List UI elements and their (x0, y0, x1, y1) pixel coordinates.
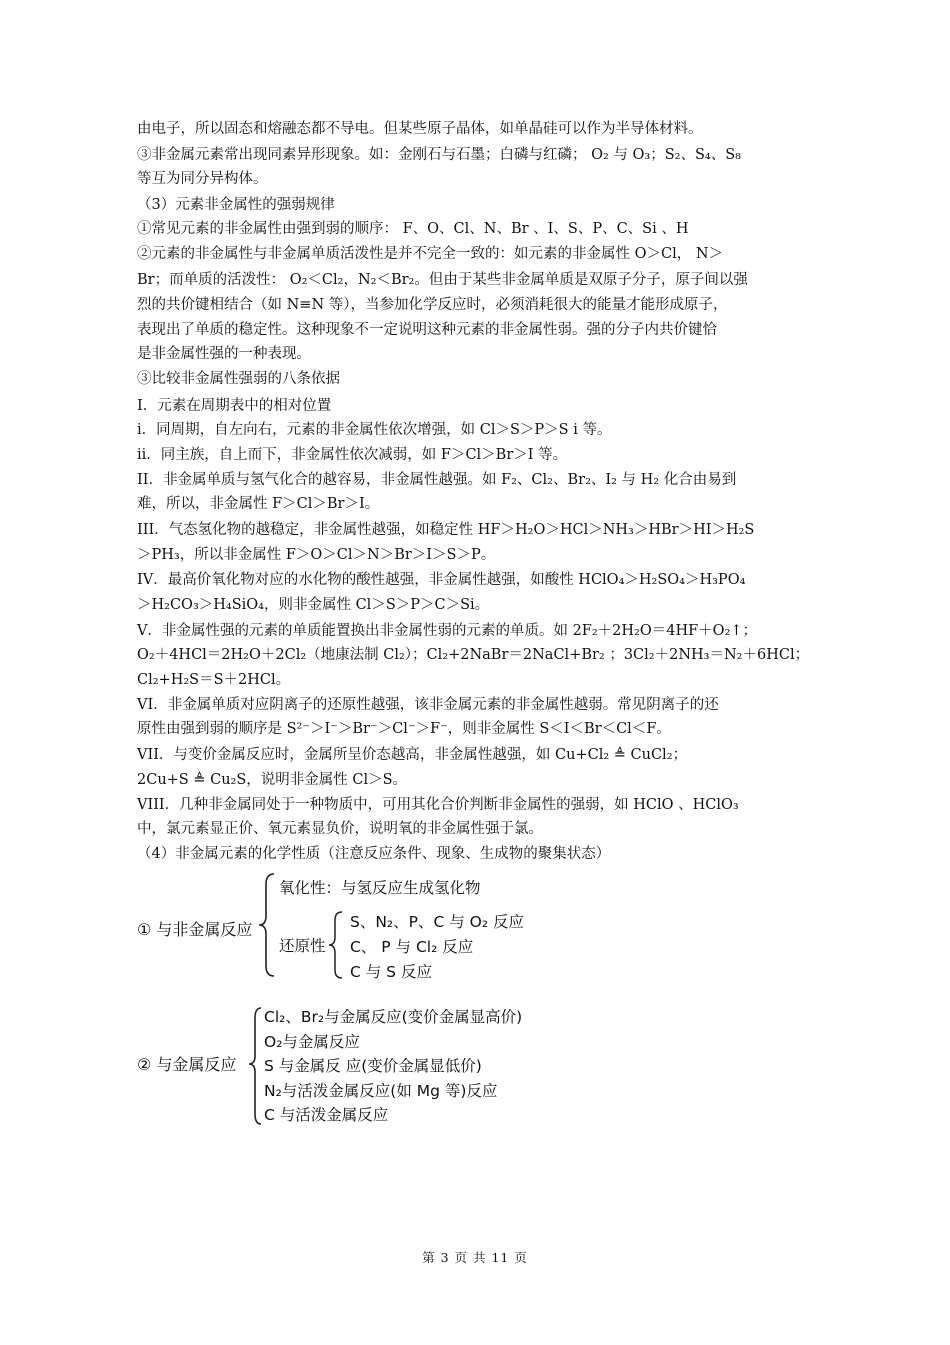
text-line: ＞PH₃，所以非金属性 F＞O＞Cl＞N＞Br＞I＞S＞P。 (137, 547, 496, 563)
text-line: ii．同主族，自上而下，非金属性依次减弱，如 F＞Cl＞Br＞I 等。 (137, 447, 568, 463)
brace-icon (326, 910, 346, 980)
text-line: 由电子，所以固态和熔融态都不导电。但某些原子晶体，如单晶硅可以作为半导体材料。 (137, 121, 703, 137)
metal-reaction-item: C 与活泼金属反应 (264, 1106, 389, 1124)
text-line: 难，所以，非金属性 F＞Cl＞Br＞I。 (137, 496, 380, 512)
text-line: ②元素的非金属性与非金属单质活泼性是并不完全一致的：如元素的非金属性 O＞Cl， N＞ (137, 246, 724, 262)
text-line: i．同周期，自左向右，元素的非金属性依次增强，如 Cl＞S＞P＞S i 等。 (137, 422, 612, 438)
brace-icon (246, 1006, 264, 1126)
text-line: Cl₂+H₂S＝S＋2HCl。 (137, 672, 291, 688)
text-line: 2Cu+S ≜ Cu₂S，说明非金属性 Cl＞S。 (137, 772, 408, 788)
text-line: ＞H₂CO₃＞H₄SiO₄，则非金属性 Cl＞S＞P＞C＞Si。 (137, 597, 490, 613)
section-heading: （4）非金属元素的化学性质（注意反应条件、现象、生成物的聚集状态） (137, 846, 611, 862)
text-line: 表现出了单质的稳定性。这种现象不一定说明这种元素的非金属性弱。强的分子内共价键恰 (137, 322, 717, 338)
text-line: 等互为同分异构体。 (137, 171, 268, 187)
brace-icon (256, 872, 278, 978)
text-line: VIII．几种非金属同处于一种物质中，可用其化合价判断非金属性的强弱，如 HClO 、HClO₃ (137, 797, 739, 813)
reducing-item: C、 P 与 Cl₂ 反应 (350, 938, 474, 956)
text-line: VI．非金属单质对应阴离子的还原性越强，该非金属元素的非金属性越弱。常见阴离子的还 (137, 697, 719, 713)
text-line: III．气态氢化物的越稳定，非金属性越强，如稳定性 HF＞H₂O＞HCl＞NH₃＞HBr＞HI＞H₂S (137, 522, 755, 538)
text-line: ③非金属元素常出现同素异形现象。如：金刚石与石墨；白磷与红磷； O₂ 与 O₃；S₂、S₄、S₈ (137, 147, 741, 163)
text-line: 中，氯元素显正价、氧元素显负价，说明氧的非金属性强于氯。 (137, 821, 543, 837)
reducing-item: C 与 S 反应 (350, 963, 432, 981)
reducing-item: S、N₂、P、C 与 O₂ 反应 (350, 913, 525, 931)
reducing-property-label: 还原性 (279, 937, 326, 955)
text-line: VII．与变价金属反应时，金属所呈价态越高，非金属性越强，如 Cu+Cl₂ ≜ CuCl₂； (137, 747, 688, 763)
metal-reaction-item: N₂与活泼金属反应(如 Mg 等)反应 (264, 1082, 498, 1100)
text-line: II．非金属单质与氢气化合的越容易，非金属性越强。如 F₂、Cl₂、Br₂、I₂ 与 H₂ 化合由易到 (137, 472, 737, 488)
text-line: IV．最高价氧化物对应的水化物的酸性越强，非金属性越强，如酸性 HClO₄＞H₂SO₄＞H₃PO₄ (137, 572, 746, 588)
text-line: 原性由强到弱的顺序是 S²⁻＞I⁻＞Br⁻＞Cl⁻＞F⁻，则非金属性 S＜I＜Br＜Cl＜F。 (137, 721, 671, 737)
text-line: 烈的共价键相结合（如 N≡N 等），当参加化学反应时，必须消耗很大的能量才能形成原子， (137, 297, 728, 313)
text-line: V．非金属性强的元素的单质能置换出非金属性弱的元素的单质。如 2F₂＋2H₂O＝4HF＋O₂↑； (137, 623, 758, 639)
page-number-footer: 第 3 页 共 11 页 (422, 1250, 528, 1265)
metal-reaction-item: O₂与金属反应 (264, 1033, 360, 1051)
metal-reaction-item: S 与金属反 应(变价金属显低价) (264, 1057, 482, 1075)
metal-reaction-item: Cl₂、Br₂与金属反应(变价金属显高价) (264, 1008, 523, 1026)
tree-root-label: ② 与金属反应 (137, 1055, 237, 1074)
oxidizing-property: 氧化性：与氢反应生成氢化物 (279, 879, 481, 897)
text-line: O₂＋4HCl＝2H₂O＋2Cl₂（地康法制 Cl₂）；Cl₂+2NaBr＝2NaCl+Br₂ ；3Cl₂＋2NH₃＝N₂＋6HCl； (137, 647, 810, 663)
text-line: ①常见元素的非金属性由强到弱的顺序： F、O、Cl、N、Br 、I、S、P、C、Si 、H (137, 221, 689, 237)
text-line: Br；而单质的活泼性： O₂＜Cl₂，N₂＜Br₂。但由于某些非金属单质是双原子分子，原子间以强 (137, 272, 748, 288)
section-heading: （3）元素非金属性的强弱规律 (137, 197, 335, 213)
text-line: Ⅰ．元素在周期表中的相对位置 (137, 398, 332, 414)
subsection-heading: ③比较非金属性强弱的八条依据 (137, 371, 340, 387)
text-line: 是非金属性强的一种表现。 (137, 346, 311, 362)
tree-root-label: ① 与非金属反应 (137, 920, 253, 939)
